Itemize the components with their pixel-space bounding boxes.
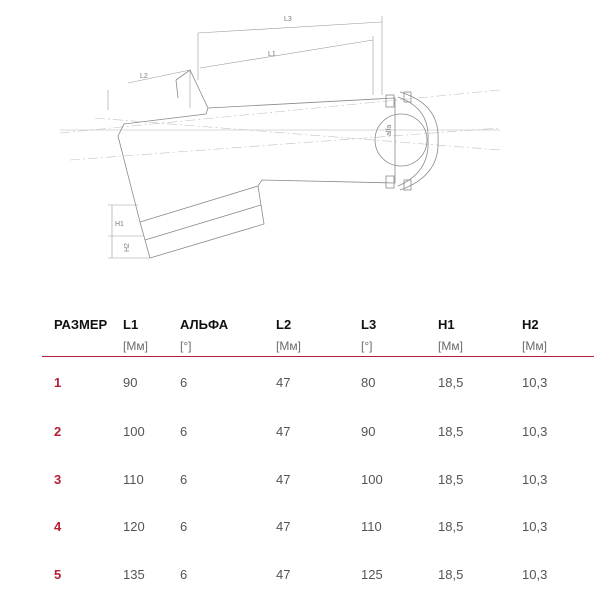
header-l3: L3 bbox=[361, 317, 377, 332]
table-cell-h2: 10,3 bbox=[522, 567, 548, 582]
table-cell-l2: 47 bbox=[276, 472, 291, 487]
l3-label: L3 bbox=[284, 16, 292, 23]
table-row-size: 4 bbox=[54, 519, 62, 534]
unit-h2: [Мм] bbox=[522, 339, 547, 353]
table-cell-l2: 47 bbox=[276, 519, 291, 534]
header-divider bbox=[42, 356, 594, 357]
table-cell-l3: 90 bbox=[361, 424, 376, 439]
table-cell-h1: 18,5 bbox=[438, 567, 464, 582]
header-l2: L2 bbox=[276, 317, 292, 332]
table-cell-l1: 110 bbox=[123, 472, 144, 487]
table-cell-h2: 10,3 bbox=[522, 424, 548, 439]
table-cell-alpha: 6 bbox=[180, 424, 188, 439]
table-row-size: 5 bbox=[54, 567, 62, 582]
unit-alpha: [°] bbox=[180, 339, 192, 353]
table-cell-h1: 18,5 bbox=[438, 519, 464, 534]
table-cell-l3: 100 bbox=[361, 472, 383, 487]
table-cell-h1: 18,5 bbox=[438, 375, 464, 390]
h2-label: H2 bbox=[124, 243, 131, 252]
table-cell-h2: 10,3 bbox=[522, 375, 548, 390]
unit-l1: [Мм] bbox=[123, 339, 148, 353]
table-cell-alpha: 6 bbox=[180, 375, 188, 390]
unit-l3: [°] bbox=[361, 339, 373, 353]
l2-label: L2 bbox=[140, 73, 148, 80]
table-cell-l2: 47 bbox=[276, 567, 291, 582]
table-cell-l3: 125 bbox=[361, 567, 383, 582]
unit-h1: [Мм] bbox=[438, 339, 463, 353]
table-cell-l1: 120 bbox=[123, 519, 145, 534]
table-cell-l1: 90 bbox=[123, 375, 138, 390]
l1-label: L1 bbox=[268, 51, 276, 58]
table-cell-l2: 47 bbox=[276, 375, 291, 390]
unit-l2: [Мм] bbox=[276, 339, 301, 353]
header-l1: L1 bbox=[123, 317, 139, 332]
table-cell-l1: 100 bbox=[123, 424, 145, 439]
table-cell-l3: 80 bbox=[361, 375, 376, 390]
table-cell-h2: 10,3 bbox=[522, 519, 548, 534]
header-size: РАЗМЕР bbox=[54, 317, 108, 332]
table-cell-alpha: 6 bbox=[180, 472, 188, 487]
table-cell-h1: 18,5 bbox=[438, 472, 464, 487]
table-cell-h2: 10,3 bbox=[522, 472, 548, 487]
table-row-size: 1 bbox=[54, 375, 62, 390]
table-cell-l2: 47 bbox=[276, 424, 291, 439]
header-alpha: АЛЬФА bbox=[180, 317, 229, 332]
alpha-label: alfa bbox=[386, 124, 393, 136]
table-row-size: 3 bbox=[54, 472, 62, 487]
header-h1: H1 bbox=[438, 317, 455, 332]
header-h2: H2 bbox=[522, 317, 539, 332]
table-cell-h1: 18,5 bbox=[438, 424, 464, 439]
table-row-size: 2 bbox=[54, 424, 62, 439]
table-cell-l3: 110 bbox=[361, 519, 382, 534]
table-cell-l1: 135 bbox=[123, 567, 145, 582]
table-cell-alpha: 6 bbox=[180, 567, 188, 582]
table-cell-alpha: 6 bbox=[180, 519, 188, 534]
h1-label: H1 bbox=[115, 221, 124, 228]
